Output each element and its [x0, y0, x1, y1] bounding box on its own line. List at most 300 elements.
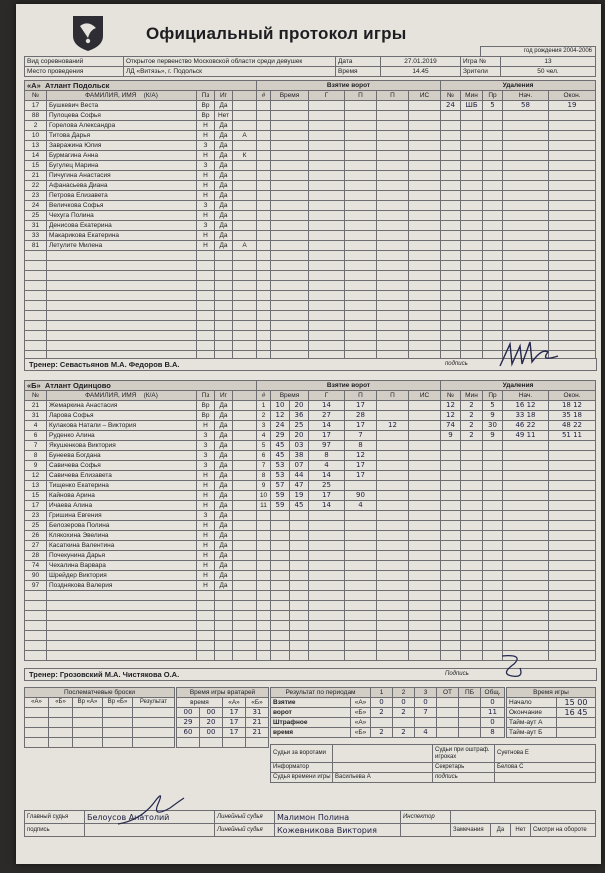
empty-cell — [345, 261, 377, 271]
player-played: Да — [215, 121, 233, 131]
empty-cell — [441, 161, 461, 171]
empty-cell — [409, 611, 441, 621]
penalty-row — [441, 151, 596, 161]
gk-value: 00 — [200, 708, 223, 718]
summary-section — [24, 687, 595, 807]
goal-row — [257, 311, 441, 321]
player-name: Клякохина Эвелина — [47, 531, 197, 541]
empty-cell — [441, 191, 461, 201]
player-row — [25, 491, 257, 501]
goal-row — [257, 421, 441, 431]
empty-cell — [409, 311, 441, 321]
player-captain — [233, 401, 257, 411]
empty-cell — [377, 171, 409, 181]
empty-cell — [233, 281, 257, 291]
shot-row — [25, 708, 175, 718]
empty-cell — [409, 261, 441, 271]
empty-cell — [503, 501, 549, 511]
empty-cell — [47, 251, 197, 261]
empty-cell — [257, 511, 271, 521]
empty-cell — [409, 571, 441, 581]
penalty-row — [441, 501, 596, 511]
empty-cell — [441, 551, 461, 561]
team-a-name: Атлант Подольск — [44, 81, 110, 90]
empty-cell — [483, 261, 503, 271]
player-position: Н — [197, 581, 215, 591]
empty-cell — [503, 561, 549, 571]
player-name: Савичева Елизавета — [47, 471, 197, 481]
period-value — [437, 718, 459, 728]
player-row — [25, 551, 257, 561]
player-row — [25, 591, 257, 601]
empty-cell — [377, 611, 409, 621]
empty-cell — [377, 111, 409, 121]
empty-cell — [377, 301, 409, 311]
player-position: З — [197, 461, 215, 471]
empty-cell — [441, 181, 461, 191]
player-number: 26 — [25, 531, 47, 541]
empty-cell — [549, 491, 596, 501]
col-name: ФАМИЛИЯ, ИМЯ (К/А) — [47, 391, 197, 401]
empty-cell — [441, 231, 461, 241]
empty-cell — [25, 331, 47, 341]
goal-scorer: 27 — [309, 411, 345, 421]
empty-cell — [409, 271, 441, 281]
empty-cell — [233, 641, 257, 651]
empty-cell — [377, 231, 409, 241]
empty-cell — [271, 221, 309, 231]
gk-value: 00 — [177, 708, 200, 718]
player-name: Бурмагина Анна — [47, 151, 197, 161]
gk-col-b: «Б» — [246, 698, 269, 708]
start-label: Начало — [507, 698, 557, 708]
period-col: Общ. — [481, 688, 505, 698]
player-position: З — [197, 451, 215, 461]
player-name: Горелова Александра — [47, 121, 197, 131]
goal-row — [257, 101, 441, 111]
period-value — [459, 728, 481, 738]
player-row — [25, 141, 257, 151]
player-row — [25, 651, 257, 661]
empty-cell — [549, 541, 596, 551]
empty-cell — [345, 651, 377, 661]
player-captain: А — [233, 241, 257, 251]
empty-cell — [503, 641, 549, 651]
goal-row — [257, 511, 441, 521]
empty-cell — [441, 591, 461, 601]
empty-cell — [271, 151, 309, 161]
officials-sign-label: подпись — [433, 773, 495, 783]
empty-cell — [73, 708, 103, 718]
empty-cell — [233, 291, 257, 301]
empty-cell — [503, 581, 549, 591]
empty-cell — [483, 251, 503, 261]
empty-cell — [441, 481, 461, 491]
player-position: Н — [197, 521, 215, 531]
empty-cell — [197, 251, 215, 261]
empty-cell — [233, 601, 257, 611]
empty-cell — [215, 271, 233, 281]
player-played: Да — [215, 441, 233, 451]
game-value: 13 — [501, 57, 596, 67]
goal-scorer: 97 — [309, 441, 345, 451]
col-pen-start: Нач. — [503, 91, 549, 101]
empty-cell — [377, 511, 409, 521]
empty-cell — [271, 631, 290, 641]
empty-cell — [257, 121, 271, 131]
empty-cell — [345, 331, 377, 341]
empty-cell — [461, 191, 483, 201]
empty-cell — [377, 601, 409, 611]
empty-cell — [483, 571, 503, 581]
player-position: Н — [197, 241, 215, 251]
period-value: 0 — [393, 698, 415, 708]
goal-row — [257, 231, 441, 241]
penalty-start: 33 18 — [503, 411, 549, 421]
empty-cell — [377, 561, 409, 571]
col-goal-time: Время — [271, 91, 309, 101]
empty-cell — [271, 131, 309, 141]
goal-minute: 45 — [271, 441, 290, 451]
team-b-roster — [24, 390, 257, 661]
empty-cell — [441, 541, 461, 551]
empty-cell — [409, 331, 441, 341]
empty-cell — [47, 261, 197, 271]
player-name: Ичаева Алина — [47, 501, 197, 511]
player-name: Чехалина Варвара — [47, 561, 197, 571]
empty-cell — [461, 581, 483, 591]
empty-cell — [461, 641, 483, 651]
period-value: 2 — [393, 708, 415, 718]
player-number: 28 — [25, 551, 47, 561]
goal-n: 10 — [257, 491, 271, 501]
penalty-reason: 30 — [483, 421, 503, 431]
player-row — [25, 561, 257, 571]
player-position: Н — [197, 541, 215, 551]
period-label: время — [271, 728, 351, 738]
player-captain — [233, 461, 257, 471]
col-pen-num: № — [441, 91, 461, 101]
referee-value: Белоусов Анатолий — [85, 811, 215, 824]
player-name: Титова Дарья — [47, 131, 197, 141]
empty-cell — [461, 151, 483, 161]
empty-cell — [377, 521, 409, 531]
empty-cell — [461, 121, 483, 131]
empty-cell — [503, 591, 549, 601]
empty-cell — [461, 111, 483, 121]
penalty-row — [441, 531, 596, 541]
penalty-row — [441, 251, 596, 261]
penalty-row — [441, 521, 596, 531]
empty-cell — [409, 151, 441, 161]
empty-cell — [503, 201, 549, 211]
penalty-start: 16 12 — [503, 401, 549, 411]
empty-cell — [257, 561, 271, 571]
empty-cell — [345, 181, 377, 191]
empty-cell — [441, 461, 461, 471]
player-row — [25, 401, 257, 411]
empty-cell — [483, 281, 503, 291]
player-number: 22 — [25, 181, 47, 191]
penalty-row — [441, 451, 596, 461]
empty-cell — [290, 581, 309, 591]
player-row — [25, 641, 257, 651]
player-position: З — [197, 511, 215, 521]
penalty-row — [441, 261, 596, 271]
empty-cell — [271, 181, 309, 191]
player-name: Бунеева Богдана — [47, 451, 197, 461]
goal-assist-1: 17 — [345, 401, 377, 411]
player-position: З — [197, 441, 215, 451]
player-name: Кулакова Натали – Виктория — [47, 421, 197, 431]
player-name: Савичева Софья — [47, 461, 197, 471]
goal-minute: 57 — [271, 481, 290, 491]
empty-cell — [257, 101, 271, 111]
player-captain — [233, 581, 257, 591]
player-captain — [233, 501, 257, 511]
empty-cell — [345, 191, 377, 201]
empty-cell — [309, 151, 345, 161]
empty-cell — [483, 441, 503, 451]
player-captain — [233, 171, 257, 181]
penalty-row — [441, 591, 596, 601]
period-value: 4 — [415, 728, 437, 738]
empty-cell — [549, 561, 596, 571]
empty-cell — [483, 501, 503, 511]
empty-cell — [25, 281, 47, 291]
player-position: Н — [197, 121, 215, 131]
penalty-row — [441, 621, 596, 631]
team-b-section — [24, 380, 595, 685]
player-captain — [233, 121, 257, 131]
player-played: Нет — [215, 111, 233, 121]
empty-cell — [345, 541, 377, 551]
empty-cell — [549, 641, 596, 651]
empty-cell — [377, 631, 409, 641]
empty-cell — [290, 571, 309, 581]
col-pen-pr: Пр — [483, 91, 503, 101]
empty-cell — [47, 631, 197, 641]
empty-cell — [345, 531, 377, 541]
empty-cell — [47, 591, 197, 601]
empty-cell — [49, 708, 73, 718]
empty-cell — [309, 571, 345, 581]
league-logo — [70, 14, 106, 52]
empty-cell — [503, 261, 549, 271]
player-name: Афанасьева Диана — [47, 181, 197, 191]
empty-cell — [549, 231, 596, 241]
col-play: Иг — [215, 391, 233, 401]
penalty-end: 48 22 — [549, 421, 596, 431]
empty-cell — [377, 341, 409, 351]
empty-cell — [503, 271, 549, 281]
empty-cell — [271, 331, 309, 341]
empty-cell — [309, 341, 345, 351]
player-name: Руденко Алина — [47, 431, 197, 441]
goal-second: 44 — [290, 471, 309, 481]
empty-cell — [483, 591, 503, 601]
team-b-name: Атлант Одинцово — [44, 381, 111, 390]
player-captain — [233, 181, 257, 191]
empty-cell — [549, 501, 596, 511]
goal-row — [257, 541, 441, 551]
empty-cell — [257, 231, 271, 241]
penalty-row — [441, 211, 596, 221]
empty-cell — [549, 161, 596, 171]
goal-second: 19 — [290, 491, 309, 501]
empty-cell — [290, 551, 309, 561]
empty-cell — [409, 111, 441, 121]
empty-cell — [377, 541, 409, 551]
empty-cell — [290, 521, 309, 531]
period-value — [415, 718, 437, 728]
referee-sign-label: подпись — [25, 824, 85, 837]
empty-cell — [25, 651, 47, 661]
goal-minute: 29 — [271, 431, 290, 441]
goal-n: 2 — [257, 411, 271, 421]
empty-cell — [441, 491, 461, 501]
empty-cell — [549, 551, 596, 561]
empty-cell — [309, 621, 345, 631]
empty-cell — [309, 331, 345, 341]
col-goal-is: ИС — [409, 91, 441, 101]
penalty-reason: 5 — [483, 401, 503, 411]
team-b-goals — [256, 390, 441, 661]
empty-cell — [257, 241, 271, 251]
empty-cell — [461, 461, 483, 471]
empty-cell — [215, 261, 233, 271]
penalty-start: 49 11 — [503, 431, 549, 441]
empty-cell — [309, 131, 345, 141]
goalkeeper-time-table — [176, 687, 269, 748]
player-played: Да — [215, 561, 233, 571]
col-pen-num: № — [441, 391, 461, 401]
secretary-value: Белова С — [495, 763, 596, 773]
empty-cell — [197, 601, 215, 611]
empty-cell — [503, 241, 549, 251]
gk-value: 00 — [200, 728, 223, 738]
goal-row — [257, 461, 441, 471]
penalty-end: 19 — [549, 101, 596, 111]
player-position: Н — [197, 191, 215, 201]
gk-value: 29 — [177, 718, 200, 728]
empty-cell — [483, 161, 503, 171]
period-col: ПБ — [459, 688, 481, 698]
gk-value: 21 — [246, 718, 269, 728]
goal-assist-2 — [377, 461, 409, 471]
empty-cell — [409, 131, 441, 141]
goal-second: 45 — [290, 501, 309, 511]
empty-cell — [345, 631, 377, 641]
goal-second: 03 — [290, 441, 309, 451]
empty-cell — [309, 251, 345, 261]
spectators-value: 50 чел. — [501, 67, 596, 77]
empty-cell — [257, 281, 271, 291]
empty-cell — [133, 708, 175, 718]
empty-cell — [461, 211, 483, 221]
player-row — [25, 411, 257, 421]
col-goal-p1: П — [345, 391, 377, 401]
empty-cell — [503, 311, 549, 321]
player-number: 2 — [25, 121, 47, 131]
player-position: Н — [197, 571, 215, 581]
timekeeper-label: Судья времени игры — [271, 773, 333, 783]
penalty-row — [441, 321, 596, 331]
goal-row — [257, 111, 441, 121]
period-row — [271, 728, 505, 738]
informer-label: Информатор — [271, 763, 333, 773]
player-played: Да — [215, 581, 233, 591]
team-a-goals — [256, 90, 441, 361]
empty-cell — [271, 191, 309, 201]
player-played: Да — [215, 461, 233, 471]
player-number: 8 — [25, 451, 47, 461]
player-played: Да — [215, 451, 233, 461]
empty-cell — [503, 171, 549, 181]
empty-cell — [345, 271, 377, 281]
box-judges-label: Судьи при оштраф. игроках — [433, 745, 495, 763]
goal-assist-1: 4 — [345, 501, 377, 511]
penalty-row — [441, 171, 596, 181]
player-name: Шрейдер Виктория — [47, 571, 197, 581]
goal-row — [257, 121, 441, 131]
player-position: Вр — [197, 411, 215, 421]
empty-cell — [271, 321, 309, 331]
player-name: Позднякова Валерия — [47, 581, 197, 591]
empty-cell — [215, 311, 233, 321]
shots-col: Вр «А» — [73, 698, 103, 708]
goal-row — [257, 591, 441, 601]
player-row — [25, 301, 257, 311]
time-label: Время — [336, 67, 381, 77]
player-position: Н — [197, 531, 215, 541]
empty-cell — [47, 301, 197, 311]
shots-col: Результат — [133, 698, 175, 708]
col-pen-min: Мин — [461, 91, 483, 101]
empty-cell — [309, 281, 345, 291]
empty-cell — [483, 471, 503, 481]
goal-row — [257, 301, 441, 311]
empty-cell — [409, 541, 441, 551]
player-position: Н — [197, 551, 215, 561]
empty-cell — [246, 738, 269, 748]
empty-cell — [47, 291, 197, 301]
goal-scorer: 14 — [309, 501, 345, 511]
empty-cell — [409, 181, 441, 191]
period-row — [271, 718, 505, 728]
player-captain — [233, 111, 257, 121]
period-value: 0 — [415, 698, 437, 708]
penalty-row — [441, 421, 596, 431]
empty-cell — [345, 201, 377, 211]
player-captain — [233, 471, 257, 481]
penalty-row — [441, 641, 596, 651]
player-captain — [233, 491, 257, 501]
empty-cell — [271, 101, 309, 111]
player-position: Н — [197, 211, 215, 221]
empty-cell — [503, 121, 549, 131]
empty-cell — [409, 241, 441, 251]
empty-cell — [377, 241, 409, 251]
goal-row — [257, 431, 441, 441]
empty-cell — [197, 611, 215, 621]
col-goal-p1: П — [345, 91, 377, 101]
empty-cell — [441, 651, 461, 661]
player-row — [25, 511, 257, 521]
goal-assist-2 — [377, 451, 409, 461]
empty-cell — [47, 321, 197, 331]
period-col: 3 — [415, 688, 437, 698]
